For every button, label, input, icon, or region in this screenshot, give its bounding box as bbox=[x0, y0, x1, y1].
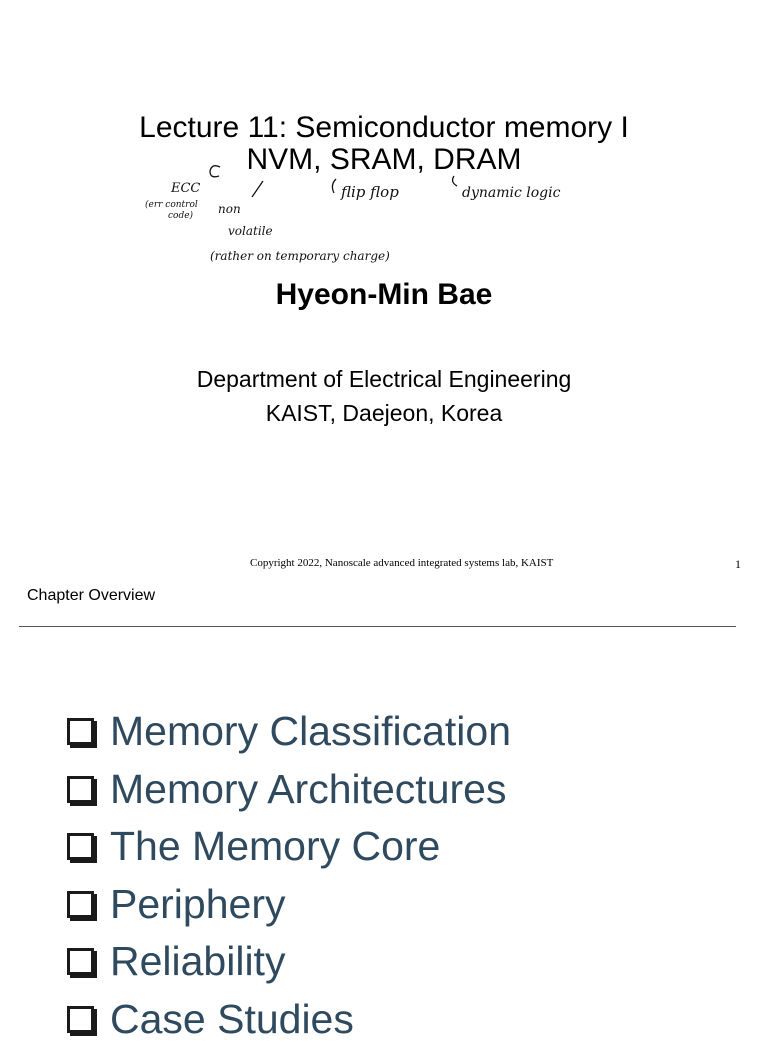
checkbox-bullet-icon bbox=[67, 948, 94, 975]
ink-slash bbox=[252, 181, 263, 197]
ink-bracket-1 bbox=[332, 179, 336, 193]
note-ecc: ECC bbox=[170, 181, 200, 196]
list-item-label: Periphery bbox=[110, 881, 285, 928]
note-non: non bbox=[218, 202, 241, 216]
ink-mark-c bbox=[210, 166, 220, 177]
overview-list bbox=[67, 703, 511, 1048]
list-item bbox=[67, 876, 511, 934]
list-item-label: Memory Architectures bbox=[110, 766, 506, 813]
affiliation-department: Department of Electrical Engineering bbox=[0, 366, 768, 393]
list-item-label: Case Studies bbox=[110, 996, 354, 1043]
handwritten-annotations bbox=[0, 0, 768, 300]
page-number: 1 bbox=[735, 557, 741, 572]
note-rather: (rather on temporary charge) bbox=[210, 249, 390, 263]
note-ecc-detail-1: (err control bbox=[145, 199, 198, 210]
list-item bbox=[67, 761, 511, 819]
copyright-notice: Copyright 2022, Nanoscale advanced integrated systems lab, KAIST bbox=[250, 557, 553, 569]
slide-header: Chapter Overview bbox=[27, 587, 155, 605]
note-volatile: volatile bbox=[228, 224, 273, 238]
affiliation-institution: KAIST, Daejeon, Korea bbox=[0, 400, 768, 427]
list-item bbox=[67, 933, 511, 991]
checkbox-bullet-icon bbox=[67, 776, 94, 803]
list-item bbox=[67, 818, 511, 876]
list-item-label: Memory Classification bbox=[110, 708, 511, 755]
list-item bbox=[67, 703, 511, 761]
lecture-subtitle: NVM, SRAM, DRAM bbox=[0, 143, 768, 176]
list-item-label: The Memory Core bbox=[110, 823, 440, 870]
note-dynamic-logic: dynamic logic bbox=[462, 185, 561, 201]
checkbox-bullet-icon bbox=[67, 891, 94, 918]
checkbox-bullet-icon bbox=[67, 1006, 94, 1033]
checkbox-bullet-icon bbox=[67, 718, 94, 745]
note-flip-flop: flip flop bbox=[340, 183, 399, 201]
header-divider bbox=[19, 626, 736, 627]
list-item bbox=[67, 991, 511, 1048]
note-ecc-detail-2: code) bbox=[168, 210, 194, 221]
ink-bracket-2 bbox=[453, 176, 457, 186]
list-item-label: Reliability bbox=[110, 938, 285, 985]
lecture-title: Lecture 11: Semiconductor memory I bbox=[0, 111, 768, 144]
checkbox-bullet-icon bbox=[67, 833, 94, 860]
author-name: Hyeon-Min Bae bbox=[0, 278, 768, 312]
